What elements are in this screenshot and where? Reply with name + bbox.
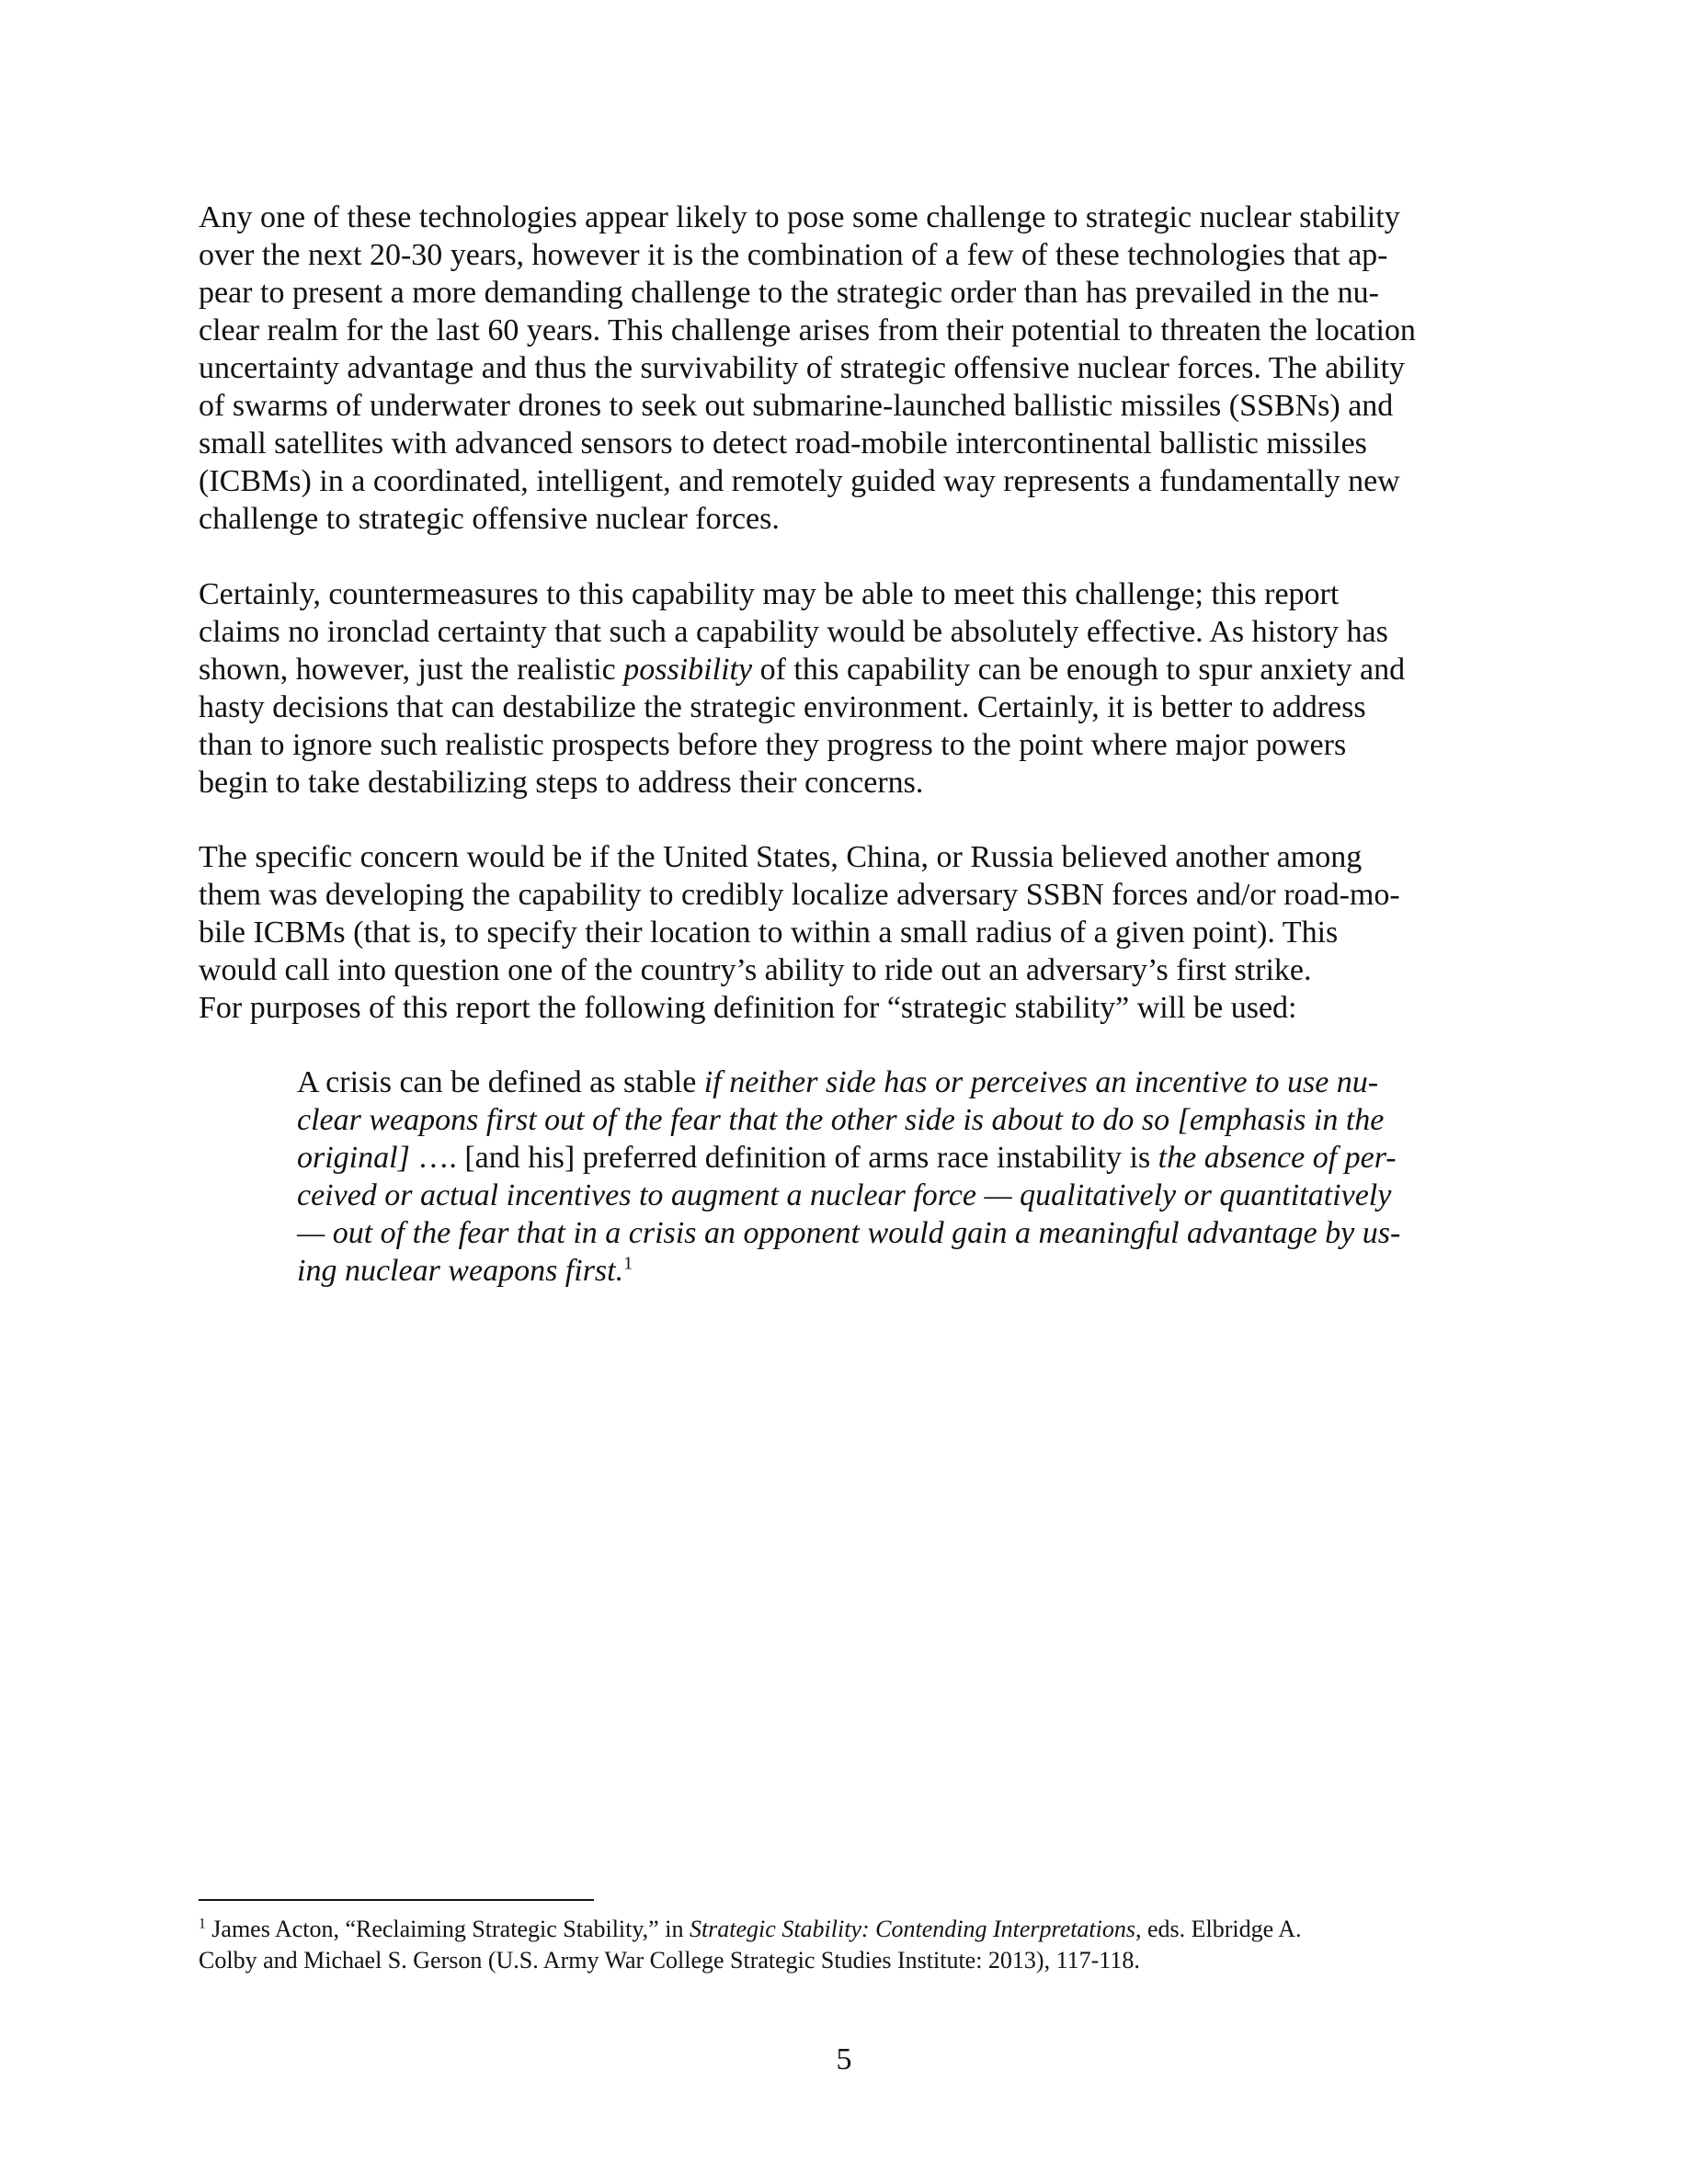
paragraph-line: small satellites with advanced sensors to detect road-mobile intercontinental ballistic missiles <box>199 427 1367 461</box>
quote-line <box>297 1252 633 1290</box>
footnote-reference[interactable]: 1 <box>623 1253 633 1274</box>
emphasis-text: original] <box>297 1141 410 1175</box>
page-number: 5 <box>836 2042 852 2076</box>
emphasis-text: — out of the fear that in a crisis an opponent would gain a meaningful advantage by us- <box>297 1216 1401 1250</box>
paragraph-line: challenge to strategic offensive nuclear forces. <box>199 502 780 536</box>
paragraph-line: bile ICBMs (that is, to specify their location to within a small radius of a given point). This <box>199 916 1339 950</box>
footnote-line <box>199 1914 1302 1944</box>
paragraph-line: claims no ironclad certainty that such a capability would be absolutely effective. As history has <box>199 615 1388 649</box>
text-run: of this capability can be enough to spur anxiety and <box>752 653 1406 687</box>
paragraph-line: clear realm for the last 60 years. This challenge arises from their potential to threaten the location <box>199 313 1416 347</box>
paragraph-line: over the next 20-30 years, however it is the combination of a few of these technologies that ap- <box>199 238 1388 272</box>
footnote-separator <box>199 1899 594 1901</box>
footnote-marker: 1 <box>199 1916 206 1932</box>
paragraph-line: For purposes of this report the following definition for “strategic stability” will be used: <box>199 991 1297 1025</box>
quote-line <box>297 1177 1391 1214</box>
paragraph-line: them was developing the capability to credibly localize adversary SSBN forces and/or road-mo- <box>199 878 1400 912</box>
quote-line <box>297 1101 1384 1139</box>
emphasis-text: clear weapons first out of the fear that the other side is about to do so [emphasis in the <box>297 1103 1385 1137</box>
text-run: shown, however, just the realistic <box>199 653 624 687</box>
emphasis-text: ceived or actual incentives to augment a nuclear force — qualitatively or quantitatively <box>297 1178 1392 1212</box>
paragraph-line: of swarms of underwater drones to seek out submarine-launched ballistic missiles (SSBNs) and <box>199 389 1394 423</box>
text-run: James Acton, “Reclaiming Strategic Stability,” in <box>205 1916 690 1942</box>
paragraph-line: than to ignore such realistic prospects before they progress to the point where major powers <box>199 728 1347 762</box>
paragraph-line: begin to take destabilizing steps to address their concerns. <box>199 766 924 800</box>
paragraph-line: uncertainty advantage and thus the survivability of strategic offensive nuclear forces. The ability <box>199 351 1406 385</box>
paragraph-line: hasty decisions that can destabilize the strategic environment. Certainly, it is better to address <box>199 690 1366 724</box>
emphasis-text: if neither side has or perceives an incentive to use nu- <box>703 1065 1379 1099</box>
paragraph-line: pear to present a more demanding challenge to the strategic order than has prevailed in the nu- <box>199 276 1379 310</box>
paragraph-line: Any one of these technologies appear likely to pose some challenge to strategic nuclear stability <box>199 200 1400 234</box>
text-run: , eds. Elbridge A. <box>1135 1916 1302 1942</box>
footnote-line: Colby and Michael S. Gerson (U.S. Army War College Strategic Studies Institute: 2013), 117-118. <box>199 1947 1140 1974</box>
paragraph-line: The specific concern would be if the United States, China, or Russia believed another among <box>199 840 1363 874</box>
quote-line <box>297 1214 1400 1252</box>
quote-line <box>297 1064 1378 1101</box>
emphasis-text: ing nuclear weapons first. <box>297 1254 624 1288</box>
paragraph-line: Certainly, countermeasures to this capability may be able to meet this challenge; this report <box>199 577 1340 611</box>
emphasis-text: Strategic Stability: Contending Interpretations <box>689 1916 1135 1942</box>
text-run: …. [and his] preferred definition of arms race instability is <box>409 1141 1158 1175</box>
emphasis-text: possibility <box>623 653 753 687</box>
paragraph-line: (ICBMs) in a coordinated, intelligent, and remotely guided way represents a fundamentally new <box>199 464 1400 498</box>
text-run: A crisis can be defined as stable <box>297 1065 704 1099</box>
paragraph-line: would call into question one of the country’s ability to ride out an adversary’s first strike. <box>199 953 1312 987</box>
paragraph-line <box>199 651 1405 688</box>
emphasis-text: the absence of per- <box>1158 1141 1397 1175</box>
quote-line <box>297 1139 1397 1177</box>
